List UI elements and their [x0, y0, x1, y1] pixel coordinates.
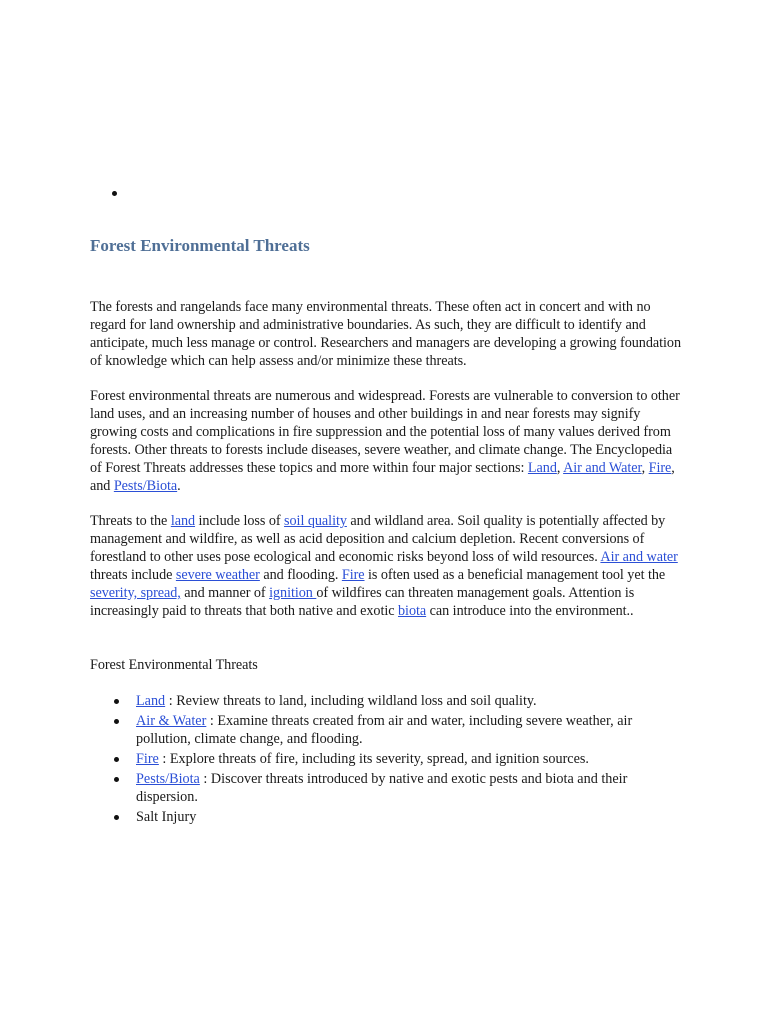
threats-paragraph	[90, 387, 686, 495]
list-item-salt-injury	[112, 808, 672, 826]
section-list	[112, 692, 672, 828]
link-air-and-water[interactable]: Air and water	[600, 549, 678, 565]
toc-heading: Forest Environmental Threats	[90, 657, 258, 673]
link-air-water-toc[interactable]: Air & Water	[136, 713, 207, 729]
separator: ,	[641, 460, 649, 476]
link-severe-weather[interactable]: severe weather	[175, 567, 260, 583]
page-title: Forest Environmental Threats	[90, 236, 310, 255]
link-air-water-section[interactable]: Air and Water	[563, 460, 642, 476]
text-run: and flooding.	[259, 567, 342, 583]
text-run: include loss of	[195, 513, 285, 529]
link-pests-biota-section[interactable]: Pests/Biota	[113, 478, 178, 494]
link-land[interactable]: land	[170, 513, 196, 529]
link-severity-spread[interactable]: severity, spread,	[90, 585, 181, 601]
link-fire-section[interactable]: Fire	[648, 460, 672, 476]
link-pests-biota-toc[interactable]: Pests/Biota	[136, 771, 200, 787]
list-item-description: : Review threats to land, including wildland loss and soil quality.	[165, 693, 537, 709]
link-fire-toc[interactable]: Fire	[136, 751, 159, 767]
list-item-pests-biota	[112, 770, 672, 806]
text-run: Threats to the	[90, 513, 171, 529]
link-land-section[interactable]: Land	[527, 460, 557, 476]
list-item-description: : Examine threats created from air and water, including severe weather, air pollution, climate change, and flooding.	[136, 713, 633, 747]
text-run: of wildfires can threaten management goals. Attention is increasingly paid to threats that both native and exotic	[90, 585, 635, 619]
paragraph-end: .	[177, 478, 181, 494]
list-item-description: : Explore threats of fire, including its severity, spread, and ignition sources.	[158, 751, 589, 767]
link-fire[interactable]: Fire	[341, 567, 365, 583]
intro-paragraph: The forests and rangelands face many environmental threats. These often act in concert and with no regard for land ownership and administrative boundaries. As such, they are difficult to identify and anticipate, much less manage or control. Researchers and managers are developing a growing foundation of knowledge which can help assess and/or minimize these threats.	[90, 299, 682, 369]
separator: ,	[556, 460, 564, 476]
link-ignition[interactable]: ignition	[269, 585, 317, 601]
text-run: can introduce into the environment..	[426, 603, 634, 619]
list-item-air-water	[112, 712, 672, 748]
separator: , and	[90, 460, 675, 494]
empty-bullet-item	[112, 184, 122, 202]
text-run: is often used as a beneficial management tool yet the	[364, 567, 666, 583]
link-biota[interactable]: biota	[398, 603, 427, 619]
threats-paragraph-text: Forest environmental threats are numerous and widespread. Forests are vulnerable to conversion to other land uses, and an increasing number of houses and other buildings in and near forests may signify growing costs and complications in fire suppression and the potential loss of many values derived from forests. Other threats to forests include diseases, severe weather, and climate change. The Encyclopedia of Forest Threats addresses these topics and more within four major sections:	[90, 388, 680, 476]
list-item-fire	[112, 750, 672, 768]
link-land-toc[interactable]: Land	[136, 693, 166, 709]
list-item-description: : Discover threats introduced by native and exotic pests and biota and their dispersion.	[136, 771, 628, 805]
list-item-land	[112, 692, 672, 710]
details-paragraph	[90, 512, 686, 620]
link-soil-quality[interactable]: soil quality	[284, 513, 347, 529]
text-run: and wildland area. Soil quality is potentially affected by management and wildfire, as well as acid deposition and calcium depletion. Recent conversions of forestland to other uses pose ecological and economic risks beyond loss of wild resources.	[90, 513, 666, 565]
text-run: threats include	[90, 567, 176, 583]
list-item-description: Salt Injury	[136, 809, 197, 825]
text-run: and manner of	[180, 585, 270, 601]
